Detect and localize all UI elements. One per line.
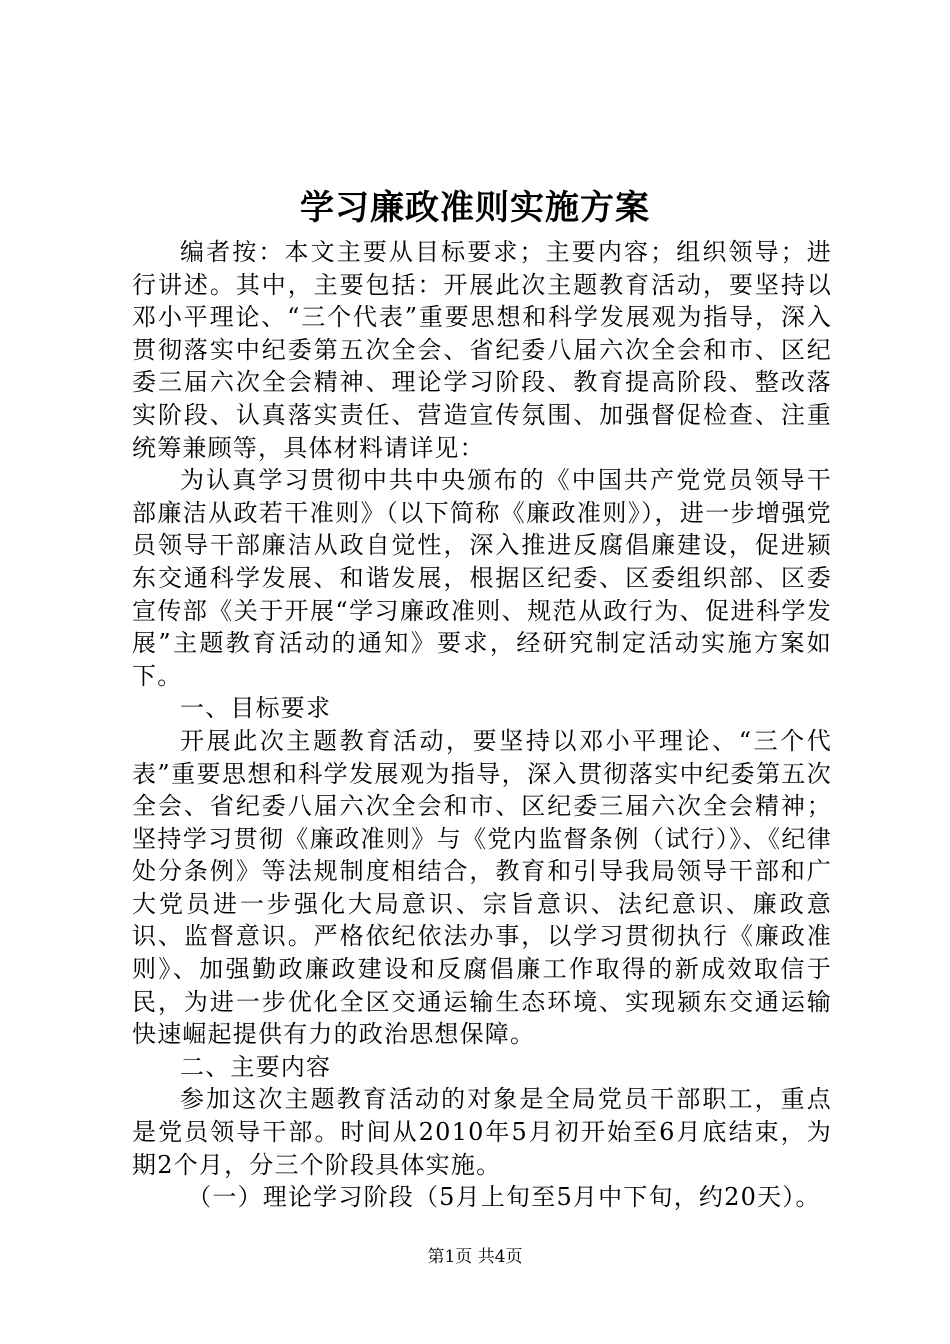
document-body	[132, 236, 832, 1214]
document-title: 学习廉政准则实施方案	[300, 188, 650, 228]
editor-note-paragraph: 编者按：本文主要从目标要求；主要内容；组织领导；进行讲述。其中，主要包括：开展此次主题教育活动，要坚持以邓小平理论、“三个代表”重要思想和科学发展观为指导，深入贯彻落实中纪委第五次全会、省纪委八届六次全会和市、区纪委三届六次全会精神、理论学习阶段、教育提高阶段、整改落实阶段、认真落实责任、营造宣传氛围、加强督促检查、注重统筹兼顾等，具体材料请详见：	[132, 238, 832, 462]
section-heading-content: 二、主要内容	[180, 1052, 332, 1081]
content-paragraph: 参加这次主题教育活动的对象是全局党员干部职工，重点是党员领导干部。时间从2010年5月初开始至6月底结束，为期2个月，分三个阶段具体实施。	[132, 1085, 832, 1179]
intro-paragraph: 为认真学习贯彻中共中央颁布的《中国共产党党员领导干部廉洁从政若干准则》（以下简称《廉政准则》），进一步增强党员领导干部廉洁从政自觉性，深入推进反腐倡廉建设，促进颍东交通科学发展、和谐发展，根据区纪委、区委组织部、区委宣传部《关于开展“学习廉政准则、规范从政行为、促进科学发展”主题教育活动的通知》要求，经研究制定活动实施方案如下。	[132, 466, 832, 690]
subsection-heading-theory: （一）理论学习阶段（5月上旬至5月中下旬，约20天）。	[187, 1183, 821, 1212]
goals-paragraph: 开展此次主题教育活动，要坚持以邓小平理论、“三个代表”重要思想和科学发展观为指导，深入贯彻落实中纪委第五次全会、省纪委八届六次全会和市、区纪委三届六次全会精神；坚持学习贯彻《廉政准则》与《党内监督条例（试行）》、《纪律处分条例》等法规制度相结合，教育和引导我局领导干部和广大党员进一步强化大局意识、宗旨意识、法纪意识、廉政意识、监督意识。严格依纪依法办事，以学习贯彻执行《廉政准则》、加强勤政廉政建设和反腐倡廉工作取得的新成效取信于民，为进一步优化全区交通运输生态环境、实现颍东交通运输快速崛起提供有力的政治思想保障。	[132, 726, 832, 1049]
section-heading-goals: 一、目标要求	[180, 694, 332, 723]
page-number-footer: 第1页 共4页	[427, 1247, 523, 1267]
